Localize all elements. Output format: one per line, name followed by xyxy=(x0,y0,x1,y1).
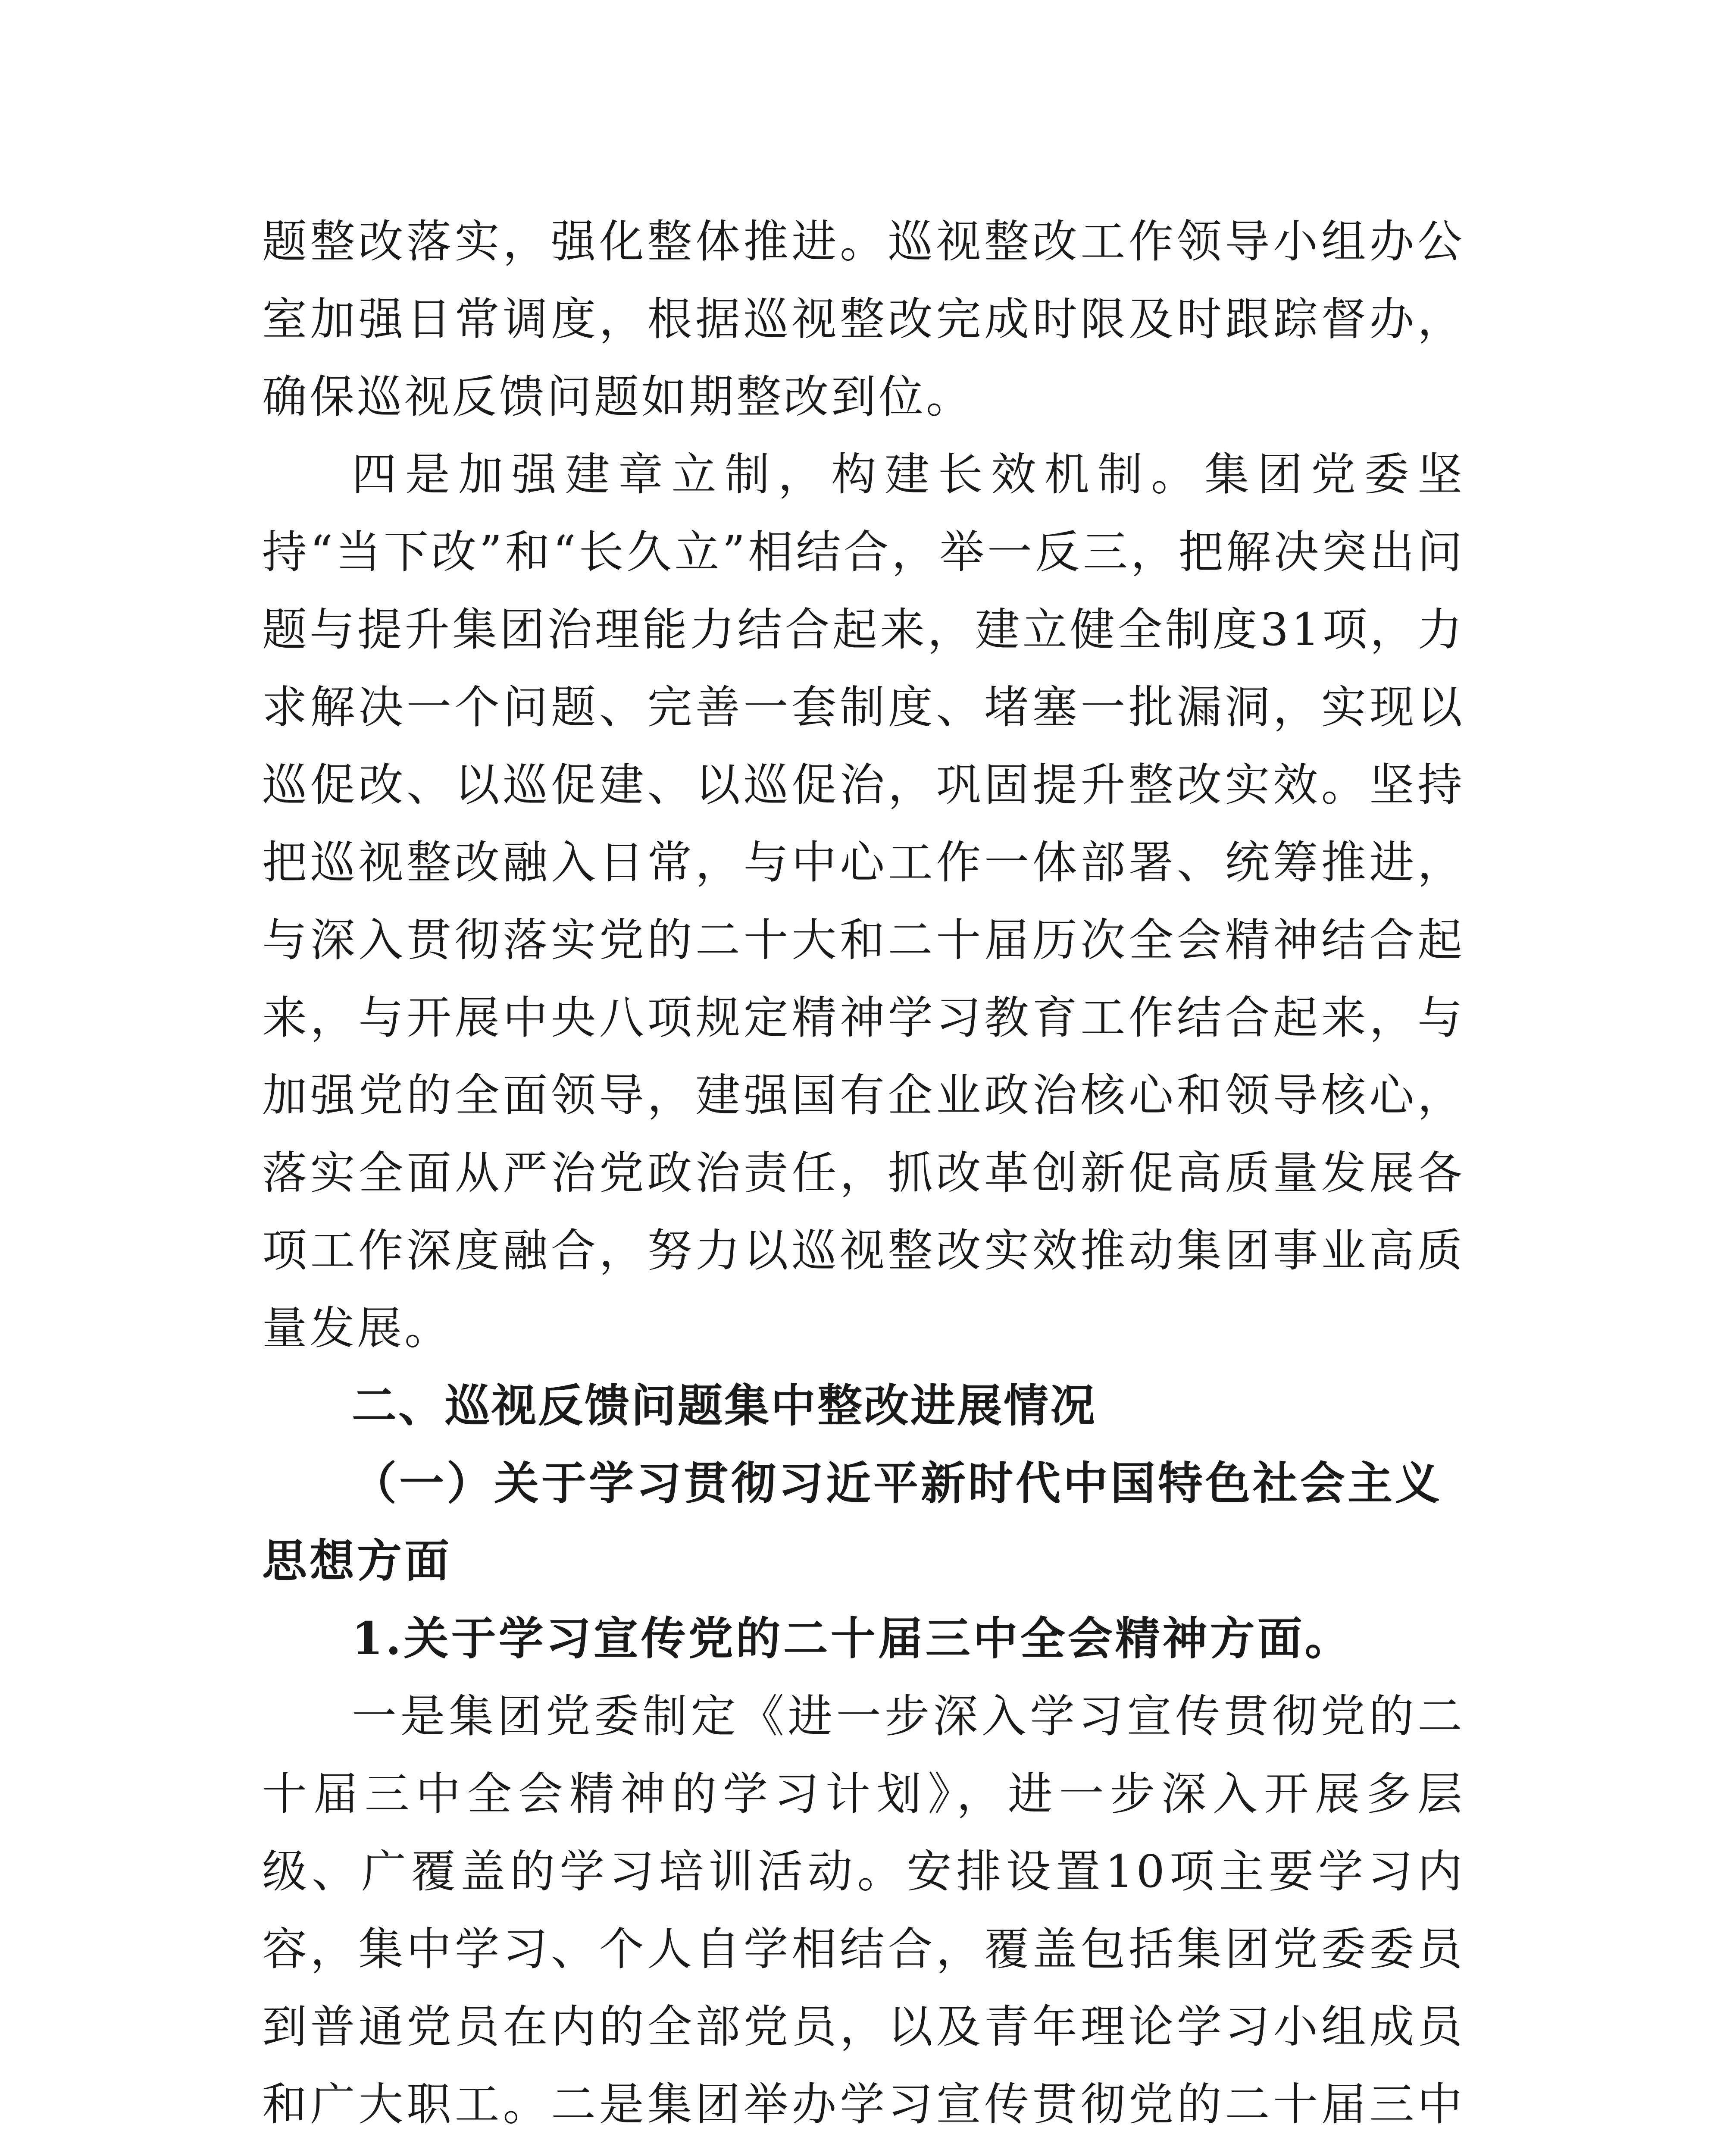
paragraph-study-plan: 一是集团党委制定《进一步深入学习宣传贯彻党的二十届三中全会精神的学习计划》，进一步深入开展多层级、广覆盖的学习培训活动。安排设置10项主要学习内容，集中学习、个人自学相结合，覆盖包括集团党委委员到普通党员在内的全部党员，以及青年理论学习小组成员和广大职工。二是集团举办学习宣传贯彻党的二十届三中 xyxy=(262,1690,1465,2131)
document-body xyxy=(262,203,1465,2156)
item-heading: 1.关于学习宣传党的二十届三中全会精神方面。 xyxy=(352,1612,1352,1665)
paragraph-continuation: 题整改落实，强化整体推进。巡视整改工作领导小组办公室加强日常调度，根据巡视整改完成时限及时跟踪督办，确保巡视反馈问题如期整改到位。 xyxy=(262,215,1465,423)
paragraph-institution-building: 四是加强建章立制，构建长效机制。集团党委坚持“当下改”和“长久立”相结合，举一反三，把解决突出问题与提升集团治理能力结合起来，建立健全制度31项，力求解决一个问题、完善一套制度、堵塞一批漏洞，实现以巡促改、以巡促建、以巡促治，巩固提升整改实效。坚持把巡视整改融入日常，与中心工作一体部署、统筹推进，与深入贯彻落实党的二十大和二十届历次全会精神结合起来，与开展中央八项规定精神学习教育工作结合起来，与加强党的全面领导，建强国有企业政治核心和领导核心，落实全面从严治党政治责任，抓改革创新促高质量发展各项工作深度融合，努力以巡视整改实效推动集团事业高质量发展。 xyxy=(262,448,1465,1354)
section-heading: 二、巡视反馈问题集中整改进展情况 xyxy=(352,1379,1097,1432)
subsection-heading: （一）关于学习贯彻习近平新时代中国特色社会主义思想方面 xyxy=(262,1457,1443,1587)
